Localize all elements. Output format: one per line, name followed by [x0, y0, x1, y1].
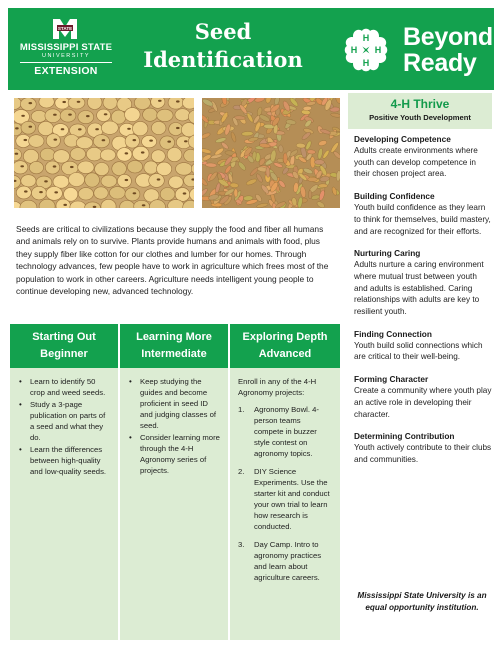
soybean-hilum: [184, 140, 188, 142]
thrive-text: Adults create environments where youth can develop competence in their chosen project area.: [354, 146, 478, 179]
level-subtitle: Beginner: [40, 348, 88, 360]
soybean-grain: [143, 108, 158, 121]
soybean-grain: [117, 148, 132, 162]
soybean-hilum: [15, 127, 19, 129]
sidebar-subtitle: Positive Youth Development: [369, 113, 471, 122]
level-lead-text: Enroll in any of the 4-H Agronomy projects:: [238, 377, 317, 397]
soybean-grain: [100, 149, 115, 161]
soybean-grain: [160, 188, 175, 201]
soybean-grain: [134, 98, 150, 110]
logo-name: MISSISSIPPI STATE: [19, 42, 113, 53]
level-title: Starting Out: [32, 331, 96, 343]
soybean-hilum: [54, 191, 58, 193]
soybean-hilum: [44, 180, 48, 182]
4h-clover-icon: [338, 22, 394, 78]
soybean-grain: [46, 187, 62, 201]
clover-letter-right: H: [374, 45, 382, 55]
soybean-grain: [45, 109, 61, 123]
wheat-grain: [308, 190, 312, 198]
soybean-grain: [86, 147, 102, 161]
soybean-hilum: [53, 165, 57, 167]
thrive-item: [354, 328, 492, 363]
level-column-intermediate: [120, 324, 228, 640]
soybean-grain: [151, 121, 166, 134]
thrive-item: [354, 373, 492, 420]
level-header: [10, 324, 118, 368]
soybean-grain: [38, 122, 54, 136]
soybean-grain: [46, 134, 60, 148]
level-column-advanced: [230, 324, 340, 640]
thrive-item: [354, 247, 492, 318]
level-header: [120, 324, 228, 368]
soybean-grain: [29, 161, 43, 173]
soybean-grain: [78, 188, 93, 200]
wheat-grain: [234, 189, 238, 197]
thrive-text: Youth build solid connections which are critical to their well-being.: [354, 340, 483, 362]
logo-state-text: STATE: [57, 26, 73, 31]
logo-extension: EXTENSION: [34, 65, 98, 77]
soybean-hilum: [15, 153, 19, 155]
soybean-hilum: [176, 127, 180, 129]
wheat-grain: [308, 177, 318, 181]
wheat-grain: [318, 184, 327, 188]
wheat-grain: [283, 153, 287, 164]
soybean-hilum: [125, 179, 129, 181]
soybean-grain: [31, 110, 47, 122]
soybean-hilum: [86, 115, 90, 117]
soybean-hilum: [24, 139, 28, 141]
logo-university: UNIVERSITY: [41, 53, 90, 59]
soybean-grain: [95, 163, 109, 176]
soybean-grain: [45, 161, 59, 174]
soybean-hilum: [29, 126, 33, 128]
soybean-photo: [14, 98, 194, 208]
thrive-text: Create a community where youth play an active role in developing their character.: [354, 386, 492, 419]
soybean-hilum: [176, 100, 180, 102]
soybean-grain: [68, 173, 84, 187]
wheat-grain: [314, 160, 324, 165]
title-line-1: Seed: [194, 19, 252, 44]
soybean-grain: [101, 121, 118, 134]
clover-letter-bottom: H: [362, 58, 370, 68]
brand-line-2: Ready: [403, 49, 477, 77]
thrive-text: Youth actively contribute to their clubs and communities.: [354, 443, 492, 464]
soybean-grain: [151, 150, 165, 163]
soybean-grain: [78, 161, 94, 174]
soybean-hilum: [77, 101, 81, 103]
soybean-grain: [101, 175, 117, 187]
logo-divider: [20, 62, 112, 63]
level-numbered-list: [238, 404, 332, 583]
level-bullet: • Keep studying the guides and become proficient in seed ID and judging classes of seed.: [128, 376, 220, 431]
soybean-grain: [133, 121, 148, 135]
soybean-hilum: [102, 139, 106, 141]
level-bullet-list: [128, 376, 220, 476]
thrive-heading: Nurturing Caring: [354, 248, 421, 259]
soybean-grain: [53, 175, 69, 188]
soybean-grain: [53, 150, 69, 163]
level-body: [10, 368, 118, 477]
soybean-grain: [169, 176, 184, 188]
soybean-grain: [167, 148, 182, 162]
soybean-grain: [103, 98, 117, 109]
level-body: [120, 368, 228, 476]
soybean-grain: [125, 188, 140, 201]
soybean-hilum: [133, 192, 137, 194]
level-bullet: • Consider learning more through the 4-H Agronomy series of projects.: [128, 432, 220, 476]
soybean-grain: [40, 148, 55, 161]
soybean-hilum: [53, 114, 57, 116]
sidebar-list: [354, 133, 492, 476]
thrive-heading: Determining Contribution: [354, 431, 455, 442]
thrive-item: [354, 430, 492, 465]
sidebar-header: [348, 93, 492, 129]
soybean-grain: [70, 148, 85, 161]
soybean-grain: [149, 174, 165, 188]
thrive-heading: Finding Connection: [354, 328, 432, 339]
soybean-grain: [142, 135, 157, 147]
soybean-grain: [20, 98, 36, 111]
soybean-grain: [168, 98, 183, 109]
soybean-grain: [127, 160, 142, 173]
equal-opportunity-note: Mississippi State University is an equal opportunity institution.: [357, 591, 487, 612]
thrive-item: [354, 133, 492, 180]
soybean-hilum: [39, 191, 43, 193]
soybean-grain: [94, 187, 108, 199]
sidebar-title: 4-H Thrive: [390, 97, 450, 111]
soybean-hilum: [21, 115, 25, 117]
soybean-grain: [97, 109, 111, 121]
soybean-grain: [60, 109, 76, 122]
soybean-grain: [68, 98, 85, 109]
soybean-grain: [175, 109, 190, 121]
soybean-hilum: [133, 139, 137, 141]
soybean-hilum: [78, 128, 82, 130]
soybean-grain: [157, 109, 173, 121]
level-numbered-item: 2. DIY Science Experiments. Use the starter kit and conduct your own trial to learn how research is conducted.: [238, 467, 330, 531]
soybean-grain: [112, 162, 127, 176]
soybean-hilum: [158, 100, 162, 102]
soybean-hilum: [20, 165, 24, 167]
msu-extension-logo: [14, 18, 118, 84]
soybean-grain: [117, 174, 131, 187]
soybean-hilum: [183, 192, 187, 194]
soybean-hilum: [29, 102, 33, 104]
soybean-hilum: [95, 128, 99, 130]
clover-letter-left: H: [350, 45, 358, 55]
soybean-hilum: [104, 113, 108, 115]
soybean-grain: [85, 173, 100, 187]
soybean-hilum: [157, 178, 161, 180]
level-item-text: Agronomy Bowl. 4-person teams compete in buzzer style contest on agronomy topics.: [254, 405, 319, 458]
level-column-beginner: [10, 324, 118, 640]
soybean-hilum: [127, 128, 131, 130]
level-subtitle: Advanced: [258, 348, 312, 360]
soybean-grain: [132, 146, 149, 160]
thrive-text: Youth build confidence as they learn to think for themselves, build mastery, and are recognized for their efforts.: [354, 203, 491, 236]
soybean-grain: [29, 135, 44, 148]
soybean-hilum: [68, 114, 72, 116]
soybean-grain: [16, 186, 31, 199]
soybean-photo-icon: [14, 98, 194, 208]
thrive-heading: Forming Character: [354, 374, 429, 385]
level-bullet: • Learn to identify 50 crop and weed seeds.: [18, 376, 110, 398]
header-banner: [8, 8, 494, 90]
soybean-hilum: [63, 204, 67, 206]
level-bullet-list: [18, 376, 110, 477]
level-body: [230, 368, 340, 583]
soybean-grain: [176, 163, 193, 176]
level-numbered-item: 1. Agronomy Bowl. 4-person teams compete in buzzer style contest on agronomy topics.: [238, 405, 319, 458]
level-subtitle: Intermediate: [141, 348, 207, 360]
soybean-grain: [87, 98, 102, 110]
soybean-hilum: [93, 206, 97, 208]
soybean-grain: [32, 186, 47, 200]
soybean-grain: [109, 187, 125, 199]
soybean-grain: [55, 98, 70, 109]
soybean-hilum: [24, 190, 28, 192]
level-item-text: Day Camp. Intro to agronomy practices and learn about agriculture careers.: [254, 540, 322, 582]
level-title: Learning More: [136, 331, 212, 343]
soybean-grain: [14, 161, 28, 174]
soybean-grain: [175, 188, 190, 202]
soybean-grain: [144, 161, 158, 174]
soybean-grain: [21, 121, 36, 134]
soybean-grain: [125, 134, 139, 148]
soybean-hilum: [62, 101, 66, 103]
soybean-grain: [78, 111, 94, 124]
level-title: Exploring Depth: [242, 331, 328, 343]
clover-letter-top: H: [362, 33, 370, 43]
wheat-photo: [202, 98, 340, 208]
soybean-hilum: [61, 128, 65, 130]
thrive-heading: Building Confidence: [354, 191, 435, 202]
level-header: [230, 324, 340, 368]
intro-paragraph: Seeds are critical to civilizations because they supply the food and fiber all humans and animals rely on to survive. Plants provide humans and animals with food, plus they supply fiber like cotton for our clothes and lumber for our homes. Through technology advances, few people have to work in agriculture which frees most of the population to work in other careers. Agriculture needs intelligent young people to continue developing new, advanced technology.: [16, 224, 329, 297]
level-numbered-item: 3. Day Camp. Intro to agronomy practices and learn about agriculture careers.: [238, 540, 322, 582]
soybean-grain: [93, 135, 109, 148]
wheat-grain-photo-icon: [202, 98, 340, 208]
soybean-hilum: [167, 141, 171, 143]
level-item-text: DIY Science Experiments. Use the starter kit and conduct your own trial to learn how research is conducted.: [254, 467, 330, 531]
soybean-grain: [76, 137, 93, 149]
soybean-hilum: [54, 139, 58, 141]
thrive-text: Adults nurture a caring environment where mutual trust between youth and adults is established. Caring relationships with adults are key to resilient youth.: [354, 260, 484, 317]
soybean-hilum: [70, 166, 74, 168]
title-line-2: Identification: [143, 47, 303, 72]
soybean-grain: [21, 175, 36, 187]
soybean-hilum: [149, 140, 153, 142]
brand-line-1: Beyond: [403, 23, 493, 51]
msu-m-mark-icon: [52, 18, 78, 40]
soybean-hilum: [142, 204, 146, 206]
page-title: [134, 18, 312, 74]
soybean-grain: [151, 98, 165, 108]
soybean-grain: [160, 136, 175, 149]
thrive-item: [354, 190, 492, 237]
soybean-hilum: [125, 152, 129, 154]
soybean-grain: [125, 108, 141, 122]
level-bullet: • Study a 3-page publication on parts of a seed and what they do.: [18, 399, 110, 443]
soybean-grain: [181, 123, 194, 137]
soybean-grain: [39, 98, 54, 108]
soybean-grain: [169, 123, 183, 136]
beyond-ready-logo: [403, 24, 493, 76]
level-bullet: • Learn the differences between high-quality and low-quality seeds.: [18, 444, 110, 477]
soybean-hilum: [141, 151, 145, 153]
thrive-heading: Developing Competence: [354, 134, 451, 144]
